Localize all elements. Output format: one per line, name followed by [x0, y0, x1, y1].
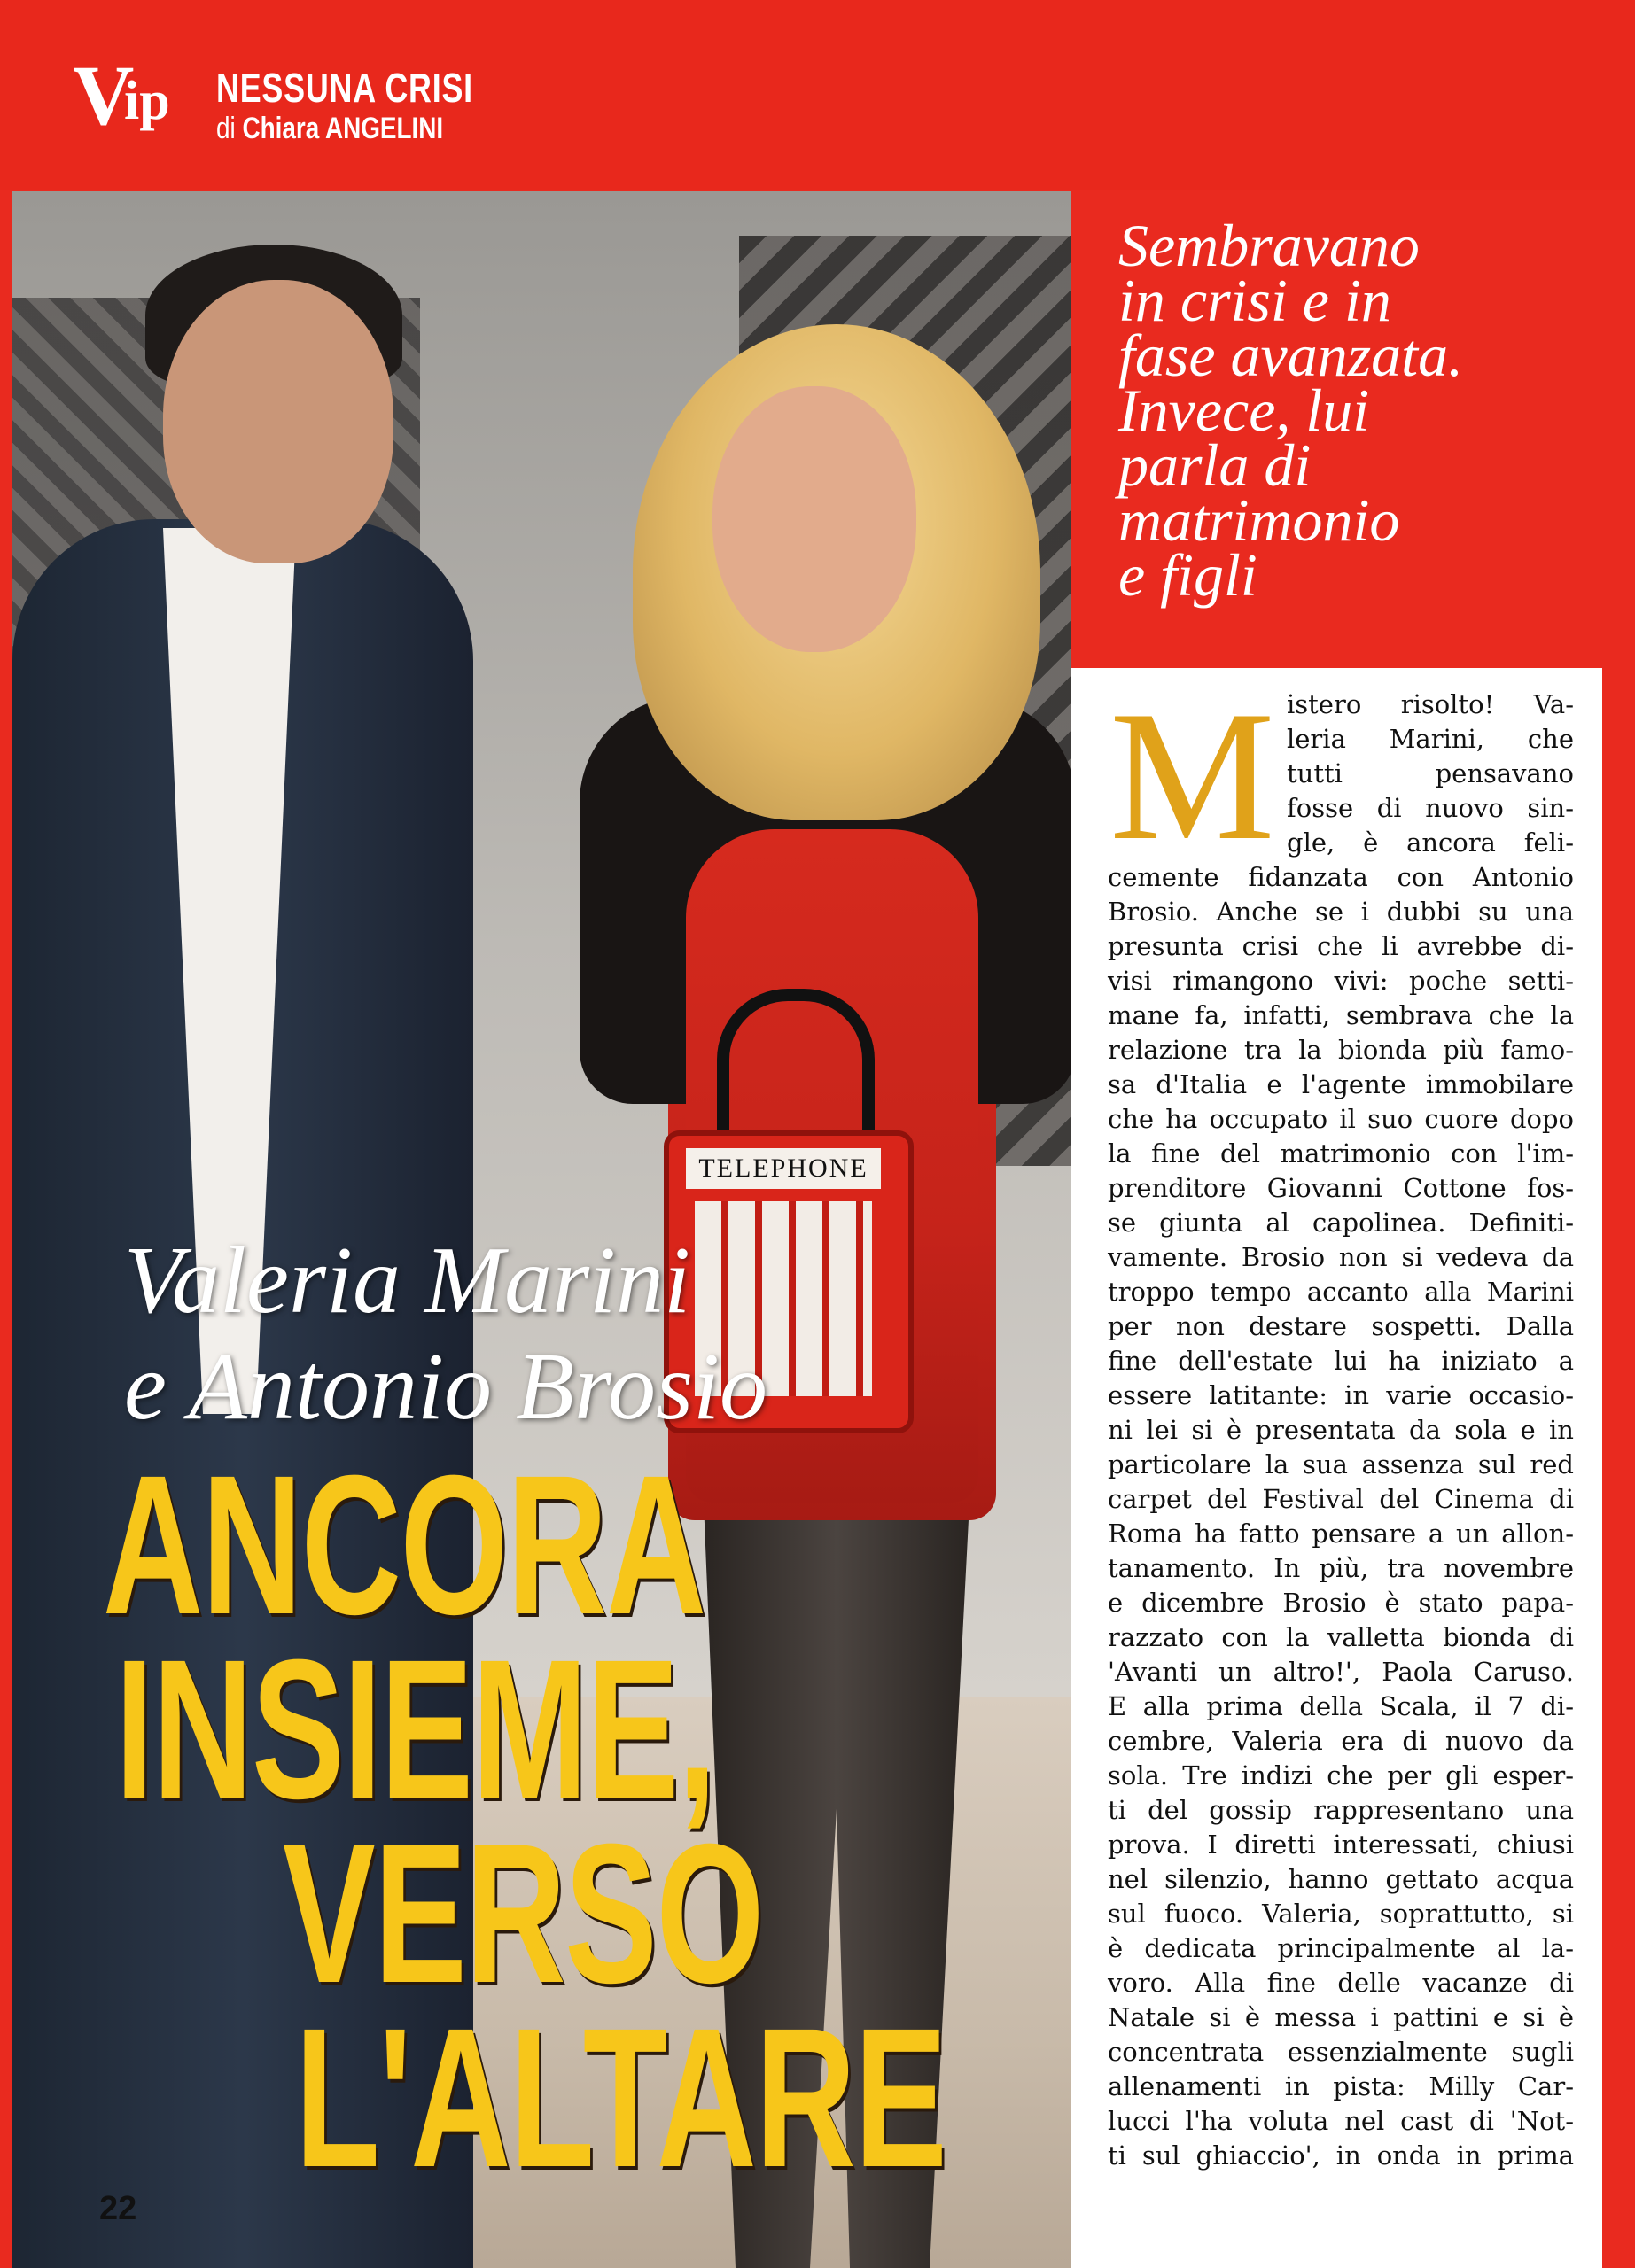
article-line: leria Marini, che [1287, 724, 1574, 754]
article-line: carpet del Festival del Cinema di [1108, 1484, 1574, 1514]
standfirst-line: parla di [1118, 431, 1312, 499]
article-line: nel silenzio, hanno gettato acqua [1108, 1864, 1574, 1894]
article-line: voro. Alla fine delle vacanze di [1108, 1968, 1574, 1998]
main-headline [103, 1434, 946, 2209]
article-line: troppo tempo accanto alla Marini [1108, 1277, 1574, 1307]
article-line: allenamenti in pista: Milly Car- [1108, 2071, 1574, 2101]
standfirst-line: e figli [1118, 541, 1257, 609]
caption-line-1: Valeria Marini [124, 1228, 690, 1333]
article-line: gle, è ancora feli- [1287, 827, 1574, 858]
article-line: ti sul ghiaccio', in onda in prima [1108, 2140, 1574, 2171]
article-line: relazione tra la bionda più famo- [1108, 1035, 1574, 1065]
standfirst-line: in crisi e in [1118, 267, 1391, 334]
article-line: 'Avanti un altro!', Paola Caruso. [1108, 1657, 1574, 1687]
article-line: prova. I diretti interessati, chiusi [1108, 1829, 1574, 1860]
article-line: Roma ha fatto pensare a un allon- [1108, 1518, 1574, 1549]
article-line: cembre, Valeria era di nuovo da [1108, 1726, 1574, 1756]
article-line: istero risolto! Va- [1287, 689, 1574, 719]
logo-letter-v: V [73, 48, 135, 143]
article-line: ni lei si è presentata da sola e in [1108, 1415, 1574, 1445]
section-rubric: NESSUNA CRISI [216, 65, 473, 111]
article-line: prenditore Giovanni Cottone fos- [1108, 1173, 1574, 1203]
headline-line-3: VERSO [283, 1803, 763, 2024]
article-line: per non destare sospetti. Dalla [1108, 1311, 1574, 1341]
article-line: Brosio. Anche se i dubbi su una [1108, 897, 1574, 927]
article-line: fosse di nuovo sin- [1287, 793, 1574, 823]
drop-cap: M [1109, 673, 1275, 879]
byline-prefix: di [216, 112, 236, 145]
article-body [1108, 673, 1574, 2173]
photo-woman-face [712, 386, 916, 652]
headline-line-1: ANCORA [103, 1434, 705, 1656]
standfirst-line: matrimonio [1118, 486, 1400, 554]
article-line: è dedicata principalmente al la- [1108, 1933, 1574, 1963]
article-line: vamente. Brosio non si vedeva da [1108, 1242, 1574, 1272]
headline-line-4: L'ALTARE [295, 1987, 946, 2209]
article-line: visi rimangono vivi: poche setti- [1108, 966, 1574, 996]
vip-logo [73, 48, 197, 143]
article-line: se giunta al capolinea. Definiti- [1108, 1208, 1574, 1238]
page-header [0, 0, 1635, 190]
article-line: e dicembre Brosio è stato papa- [1108, 1588, 1574, 1618]
headline-line-2: INSIEME, [115, 1619, 716, 1840]
article-line: essere latitante: in varie occasio- [1108, 1380, 1574, 1410]
standfirst-line: Sembravano [1118, 212, 1420, 279]
article-line: fine dell'estate lui ha iniziato a [1108, 1346, 1574, 1376]
article-line: mane fa, infatti, sembrava che la [1108, 1000, 1574, 1030]
article-line: razzato con la valletta bionda di [1108, 1622, 1574, 1652]
article-line: sul fuoco. Valeria, soprattutto, si [1108, 1899, 1574, 1929]
byline-author: Chiara ANGELINI [242, 112, 444, 145]
photo-caption-names [124, 1228, 767, 1441]
article-line: la fine del matrimonio con l'im- [1108, 1138, 1574, 1169]
page-number: 22 [99, 2190, 137, 2227]
article-line: E alla prima della Scala, il 7 di- [1108, 1691, 1574, 1721]
standfirst [1118, 212, 1615, 609]
article-line: lucci l'ha voluta nel cast di 'Not- [1108, 2106, 1574, 2136]
caption-line-2: e Antonio Brosio [124, 1334, 767, 1440]
article-line: cemente fidanzata con Antonio [1108, 862, 1574, 892]
photo-bag-label: TELEPHONE [686, 1148, 881, 1189]
article-line: che ha occupato il suo cuore dopo [1108, 1104, 1574, 1134]
article-line: particolare la sua assenza sul red [1108, 1449, 1574, 1480]
article-line: presunta crisi che li avrebbe di- [1108, 931, 1574, 961]
article-line: sola. Tre indizi che per gli esper- [1108, 1760, 1574, 1790]
standfirst-line: fase avanzata. [1118, 322, 1464, 389]
article-line: Natale si è messa i pattini e si è [1108, 2002, 1574, 2032]
standfirst-line: Invece, lui [1118, 377, 1370, 444]
photo-man-face [163, 280, 393, 563]
article-line: ti del gossip rappresentano una [1108, 1795, 1574, 1825]
article-line: sa d'Italia e l'agente immobilare [1108, 1069, 1574, 1099]
article-line: tutti pensavano [1287, 758, 1574, 788]
logo-letters-ip: ip [124, 71, 170, 131]
byline [216, 112, 443, 146]
article-line: tanamento. In più, tra novembre [1108, 1553, 1574, 1583]
article-line: concentrata essenzialmente sugli [1108, 2037, 1574, 2067]
